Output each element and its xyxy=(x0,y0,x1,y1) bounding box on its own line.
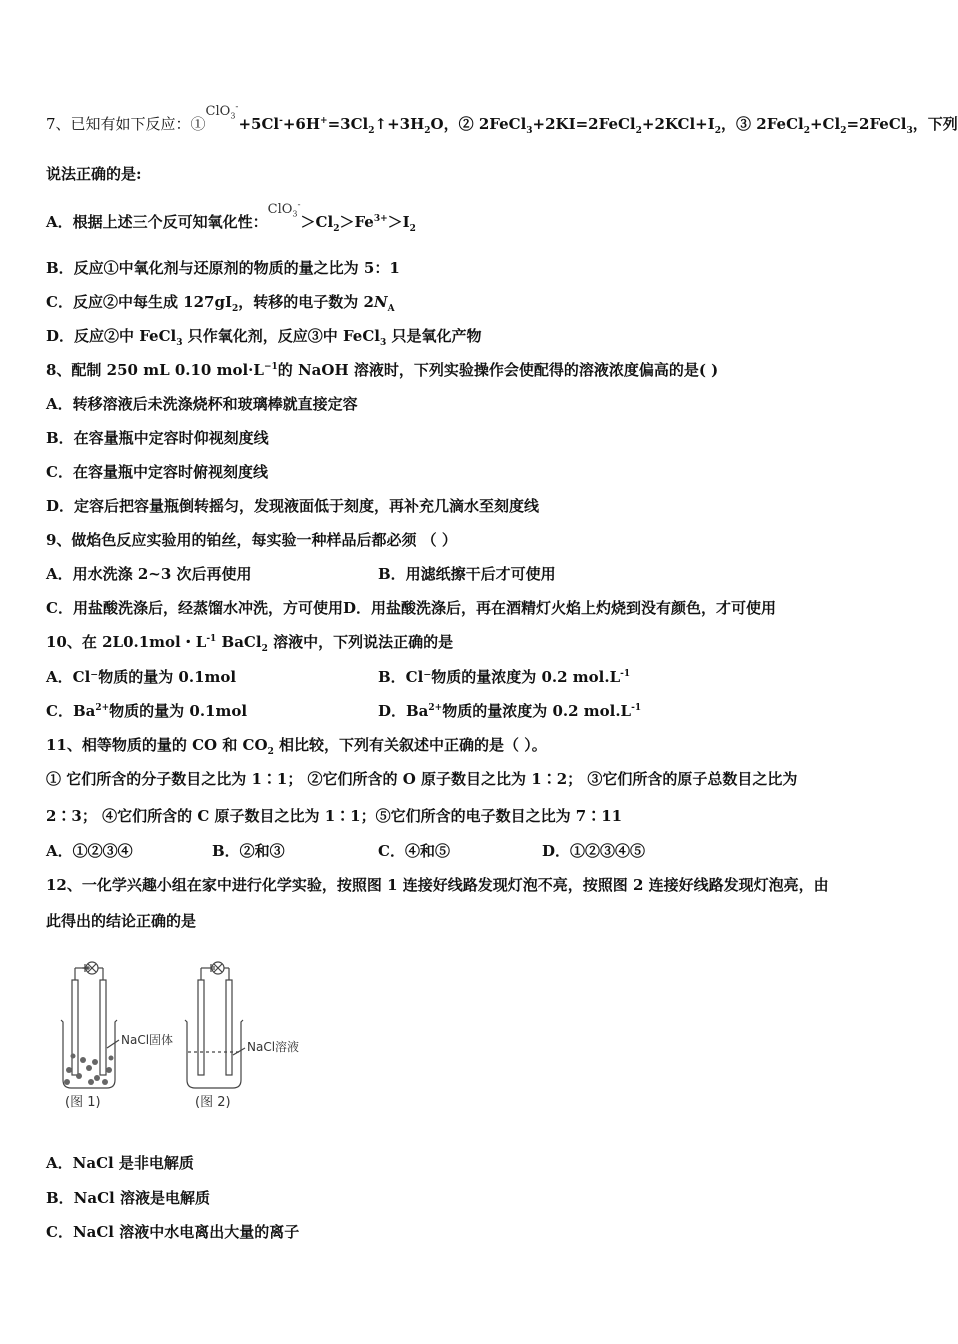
q10-optC-b: 物质的量为 0.1mol xyxy=(109,702,248,720)
q10-option-cd xyxy=(46,701,642,721)
q9-stem: 9、做焰色反应实验用的铂丝，每实验一种样品后都必须 （ ） xyxy=(46,531,457,549)
eq2-sub2: 2 xyxy=(635,126,642,136)
q7-option-b: B．反应①中氧化剂与还原剂的物质的量之比为 5：1 xyxy=(46,259,400,277)
q11-option-a: A．①②③④ xyxy=(46,842,133,860)
q8-option-c: C．在容量瓶中定容时俯视刻度线 xyxy=(46,463,268,481)
q10-stem-sub: 2 xyxy=(261,644,268,654)
q7-optA-sup: 3+ xyxy=(373,214,388,224)
q11-statement-line2: 2∶3； ④它们所含的 C 原子数目之比为 1∶1；⑤它们所含的电子数目之比为 7∶11 xyxy=(46,807,623,825)
q7-optC-nsub: A xyxy=(387,304,395,314)
q7-optD-c: 只是氧化产物 xyxy=(386,327,482,345)
q10-option-b xyxy=(378,667,630,687)
eq3-c: ，下列 xyxy=(912,115,958,133)
eq2-c: ，③ 2FeCl xyxy=(721,115,804,133)
q10-stem-b: BaCl xyxy=(216,633,262,651)
q10-stem-sup: -1 xyxy=(206,634,217,644)
fig1-label: NaCl固体 xyxy=(121,1033,174,1047)
q11-option-c: C．④和⑤ xyxy=(378,842,450,860)
q7-optA-c: ＞Fe xyxy=(339,213,374,231)
fig2-caption: (图 2) xyxy=(195,1095,231,1110)
q7-stem-line1 xyxy=(46,102,958,136)
chlorate-ion-formula xyxy=(206,104,239,119)
q10-stem-c: 溶液中，下列说法正确的是 xyxy=(267,633,454,651)
q10-option-c xyxy=(46,702,247,720)
eq1-c: =3Cl xyxy=(327,115,369,133)
fig1-caption: (图 1) xyxy=(65,1095,101,1110)
q7-optC-a: C．反应②中每生成 127gI xyxy=(46,293,232,311)
q7-optD-sub2: 3 xyxy=(379,338,387,348)
q10-stem-a: 10、在 2L0.1mol・L xyxy=(46,633,207,651)
q7-optA-d: ＞I xyxy=(387,213,410,231)
q11-stem-b: 相比较，下列有关叙述中正确的是（ ）。 xyxy=(273,736,547,754)
conductivity-diagram xyxy=(55,960,315,1110)
q12-option-b: B．NaCl 溶液是电解质 xyxy=(46,1189,210,1207)
q7-optC-n: N xyxy=(373,293,388,311)
q10-stem xyxy=(46,632,453,652)
q7-optA-b: ＞Cl xyxy=(300,213,334,231)
eq1-b: +6H xyxy=(282,115,321,133)
eq2-a: +2KI=2FeCl xyxy=(532,115,636,133)
q7-optA-sub1: 2 xyxy=(333,224,340,234)
q8-stem-b: 的 NaOH 溶液时，下列实验操作会使配得的溶液浓度偏高的是( ) xyxy=(277,361,719,379)
chlorate-sup: - xyxy=(235,102,239,113)
eq3-a: +Cl xyxy=(809,115,841,133)
q7-stem-line2: 说法正确的是: xyxy=(46,165,142,183)
q11-statement-line1: ① 它们所含的分子数目之比为 1∶1； ②它们所含的 O 原子数目之比为 1∶2； ③它们所含的原子总数目之比为 xyxy=(46,770,798,788)
q9-option-a: A．用水洗涤 2~3 次后再使用 xyxy=(46,565,252,583)
q8-option-b: B．在容量瓶中定容时仰视刻度线 xyxy=(46,429,269,447)
q11-options xyxy=(46,841,646,861)
eq3-sub2: 2 xyxy=(840,126,847,136)
q7-optA-sub2: 2 xyxy=(409,224,416,234)
q10-optD-a: D．Ba xyxy=(378,702,429,720)
q11-stem xyxy=(46,735,547,755)
eq1-e: O，② 2FeCl xyxy=(430,115,527,133)
q12-option-a: A．NaCl 是非电解质 xyxy=(46,1154,194,1172)
eq2-sub3: 2 xyxy=(714,126,722,136)
eq1-sup2: + xyxy=(320,116,328,126)
eq3-b: =2FeCl xyxy=(846,115,907,133)
q10-optB-sup: -1 xyxy=(620,669,631,679)
q7-optD-a: D．反应②中 FeCl xyxy=(46,327,177,345)
q9-option-cd xyxy=(46,598,776,618)
q7-optA-prefix: A．根据上述三个反可知氧化性： xyxy=(46,213,268,231)
eq1-d: ↑+3H xyxy=(374,115,425,133)
chlorate-sub-2: 3 xyxy=(292,209,298,219)
eq3-sub1: 2 xyxy=(803,126,810,136)
q10-optB-a: B．Cl⁻物质的量浓度为 0.2 mol.L xyxy=(378,668,621,686)
chlorate-sup-2: - xyxy=(297,200,301,211)
q7-optC-b: ，转移的电子数为 2 xyxy=(238,293,374,311)
q7-option-c xyxy=(46,292,395,312)
eq1-a: +5Cl xyxy=(238,115,280,133)
fig2-label: NaCl溶液 xyxy=(247,1040,300,1054)
eq2-sub1: 3 xyxy=(526,126,533,136)
chlorate-ion-text: ClO xyxy=(205,104,231,119)
q9-option-b: B．用滤纸擦干后才可使用 xyxy=(378,565,556,583)
q9-option-ab xyxy=(46,564,556,584)
q7-option-a xyxy=(46,200,416,234)
eq1-sub2: 2 xyxy=(424,126,431,136)
chlorate-ion-formula-2 xyxy=(268,202,301,217)
q8-stem xyxy=(46,360,718,380)
q11-stem-sub: 2 xyxy=(267,747,274,757)
q8-stem-a: 8、配制 250 mL 0.10 mol·L xyxy=(46,361,264,379)
q7-optD-b: 只作氧化剂，反应③中 FeCl xyxy=(182,327,380,345)
q7-optC-sub: 2 xyxy=(231,304,239,314)
q9-option-d: D．用盐酸洗涤后，再在酒精灯火焰上灼烧到没有颜色，才可使用 xyxy=(342,599,776,617)
q11-option-b: B．②和③ xyxy=(212,842,285,860)
conductivity-figure xyxy=(55,960,315,1110)
eq1-sub: 2 xyxy=(368,126,375,136)
q12-stem-line1: 12、一化学兴趣小组在家中进行化学实验，按照图 1 连接好线路发现灯泡不亮，按照图 2 连接好线路发现灯泡亮，由 xyxy=(46,876,829,894)
q8-stem-sup: −1 xyxy=(263,362,278,372)
q8-option-d: D．定容后把容量瓶倒转摇匀，发现液面低于刻度，再补充几滴水至刻度线 xyxy=(46,497,540,515)
chlorate-sub: 3 xyxy=(230,111,236,121)
eq3-sub3: 3 xyxy=(906,126,913,136)
chlorate-ion-text-2: ClO xyxy=(267,202,293,217)
eq2-b: +2KCl+I xyxy=(641,115,715,133)
q7-optD-sub1: 3 xyxy=(176,338,183,348)
q10-optC-sup: 2+ xyxy=(95,703,110,713)
q9-option-c: C．用盐酸洗涤后，经蒸馏水冲洗，方可使用 xyxy=(46,599,343,617)
q10-option-d xyxy=(378,701,641,721)
q12-stem-line2: 此得出的结论正确的是 xyxy=(46,912,197,930)
q10-option-a: A．Cl⁻物质的量为 0.1mol xyxy=(46,668,237,686)
q10-optD-b: 物质的量浓度为 0.2 mol.L xyxy=(442,702,632,720)
eq1-sup1: - xyxy=(279,116,283,126)
q11-stem-a: 11、相等物质的量的 CO 和 CO xyxy=(46,736,268,754)
q8-option-a: A．转移溶液后未洗涤烧杯和玻璃棒就直接定容 xyxy=(46,395,358,413)
q7-stem-prefix: 7、已知有如下反应：① xyxy=(46,115,206,133)
q7-option-d xyxy=(46,326,481,346)
q10-optD-sup2: -1 xyxy=(631,703,642,713)
q10-optD-sup: 2+ xyxy=(428,703,443,713)
q12-option-c: C．NaCl 溶液中水电离出大量的离子 xyxy=(46,1223,300,1241)
q10-optC-a: C．Ba xyxy=(46,702,96,720)
q10-option-ab xyxy=(46,667,631,687)
q11-option-d: D．①②③④⑤ xyxy=(542,842,646,860)
